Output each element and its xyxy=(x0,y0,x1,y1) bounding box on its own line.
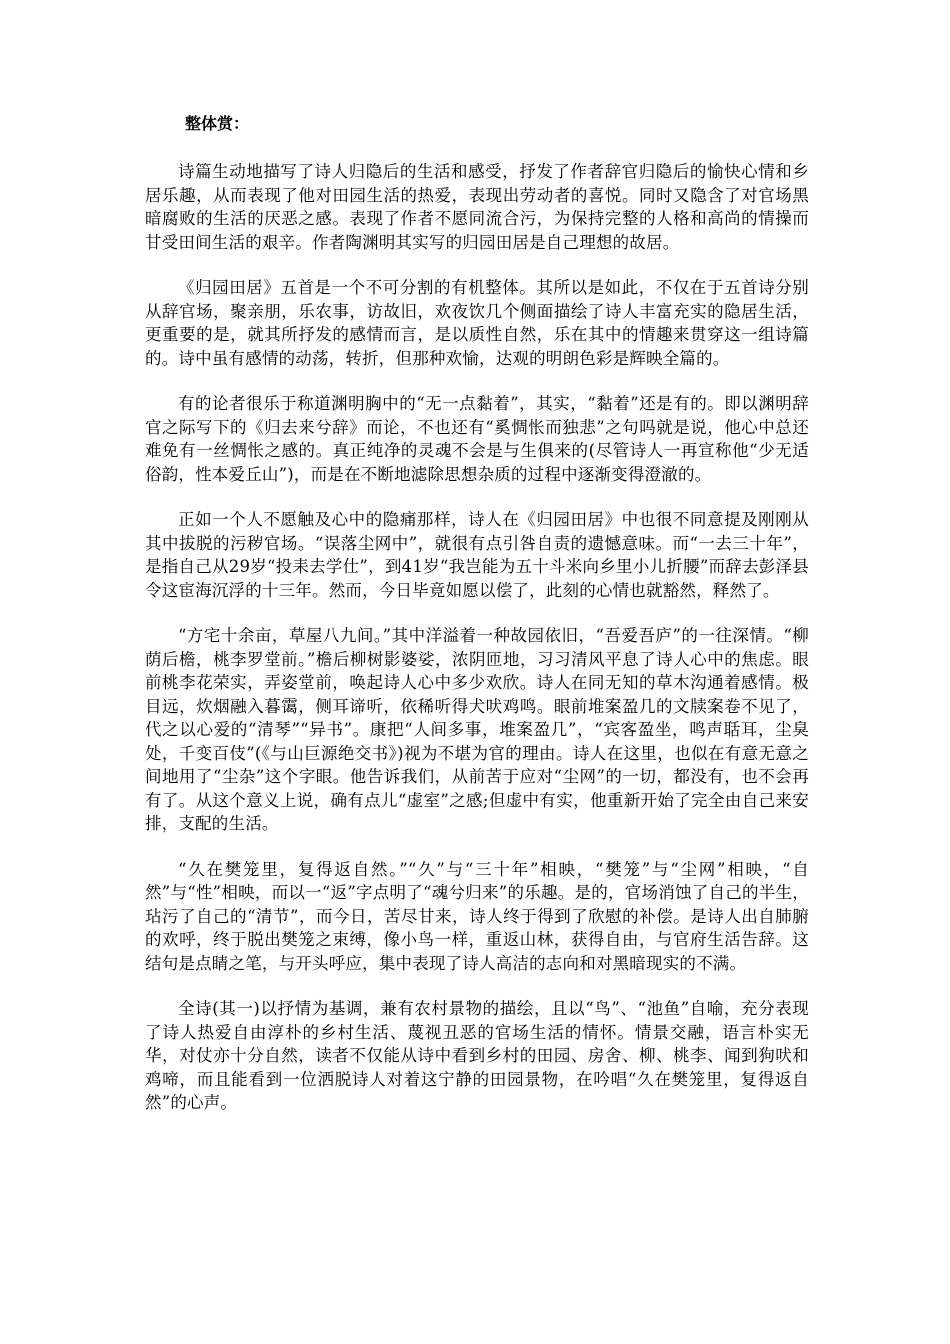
paragraph-6: “久在樊笼里，复得返自然。”“久”与“三十年”相映，“樊笼”与“尘网”相映，“自然”与“性”相映，而以一“返”字点明了“魂兮归来”的乐趣。是的，官场消蚀了自己的半生，玷污了自己的“清节”，而今日，苦尽甘来，诗人终于得到了欣慰的补偿。是诗人出自肺腑的欢呼，终于脱出樊笼之束缚，像小鸟一样，重返山林，获得自由，与官府生活告辞。这结句是点睛之笔，与开头呼应，集中表现了诗人高洁的志向和对黑暗现实的不满。 xyxy=(145,859,809,973)
paragraph-2: 《归园田居》五首是一个不可分割的有机整体。其所以是如此，不仅在于五首诗分别从辞官场，聚亲朋，乐农事，访故旧，欢夜饮几个侧面描绘了诗人丰富充实的隐居生活，更重要的是，就其所抒发的感情而言，是以质性自然，乐在其中的情趣来贯穿这一组诗篇的。诗中虽有感情的动荡，转折，但那种欢愉，达观的明朗色彩是辉映全篇的。 xyxy=(145,278,809,368)
paragraph-1: 诗篇生动地描写了诗人归隐后的生活和感受，抒发了作者辞官归隐后的愉快心情和乡居乐趣，从而表现了他对田园生活的热爱，表现出劳动者的喜悦。同时又隐含了对官场黑暗腐败的生活的厌恶之感。表现了作者不愿同流合污，为保持完整的人格和高尚的情操而甘受田间生活的艰辛。作者陶渊明其实写的归园田居是自己理想的故居。 xyxy=(145,162,809,252)
paragraph-5: “方宅十余亩，草屋八九间。”其中洋溢着一种故园依旧，“吾爱吾庐”的一往深情。“柳荫后檐，桃李罗堂前。”檐后柳树影婆娑，浓阴匝地，习习清风平息了诗人心中的焦虑。眼前桃李花荣实，弄姿堂前，唤起诗人心中多少欢欣。诗人在同无知的草木沟通着感情。极目远，炊烟融入暮霭，侧耳谛听，依稀听得犬吠鸡鸣。眼前堆案盈几的文牍案卷不见了，代之以心爱的“清琴”“异书”。康把“人间多事，堆案盈几”，“宾客盈坐，鸣声聒耳，尘臭处，千变百伎”(《与山巨源绝交书》)视为不堪为官的理由。诗人在这里，也似在有意无意之间地用了“尘杂”这个字眼。他告诉我们，从前苦于应对“尘网”的一切，都没有，也不会再有了。从这个意义上说，确有点儿“虚室”之感;但虚中有实，他重新开始了完全由自己来安排，支配的生活。 xyxy=(145,626,809,833)
section-heading: 整体赏： xyxy=(185,114,250,133)
paragraph-3: 有的论者很乐于称道渊明胸中的“无一点黏着”，其实，“黏着”还是有的。即以渊明辞官之际写下的《归去来兮辞》而论，不也还有“奚惆怅而独悲”之句吗就是说，他心中总还难免有一丝惆怅之感的。真正纯净的灵魂不会是与生俱来的(尽管诗人一再宣称他“少无适俗韵，性本爱丘山”)，而是在不断地滤除思想杂质的过程中逐渐变得澄澈的。 xyxy=(145,394,809,484)
document-page xyxy=(145,112,809,1137)
paragraph-4: 正如一个人不愿触及心中的隐痛那样，诗人在《归园田居》中也很不同意提及刚刚从其中拔脱的污秽官场。“误落尘网中”，就很有点引咎自责的遗憾意味。而“一去三十年”，是指自己从29岁“投耒去学仕”，到41岁“我岂能为五十斗米向乡里小儿折腰”而辞去彭泽县令这宦海沉浮的十三年。然而，今日毕竟如愿以偿了，此刻的心情也就豁然，释然了。 xyxy=(145,510,809,600)
paragraph-7: 全诗(其一)以抒情为基调，兼有农村景物的描绘，且以“鸟”、“池鱼”自喻，充分表现了诗人热爱自由淳朴的乡村生活、蔑视丑恶的官场生活的情怀。情景交融，语言朴实无华，对仗亦十分自然，读者不仅能从诗中看到乡村的田园、房舍、柳、桃李、闻到狗吠和鸡啼，而且能看到一位洒脱诗人对着这宁静的田园景物，在吟唱“久在樊笼里，复得返自然”的心声。 xyxy=(145,999,809,1112)
